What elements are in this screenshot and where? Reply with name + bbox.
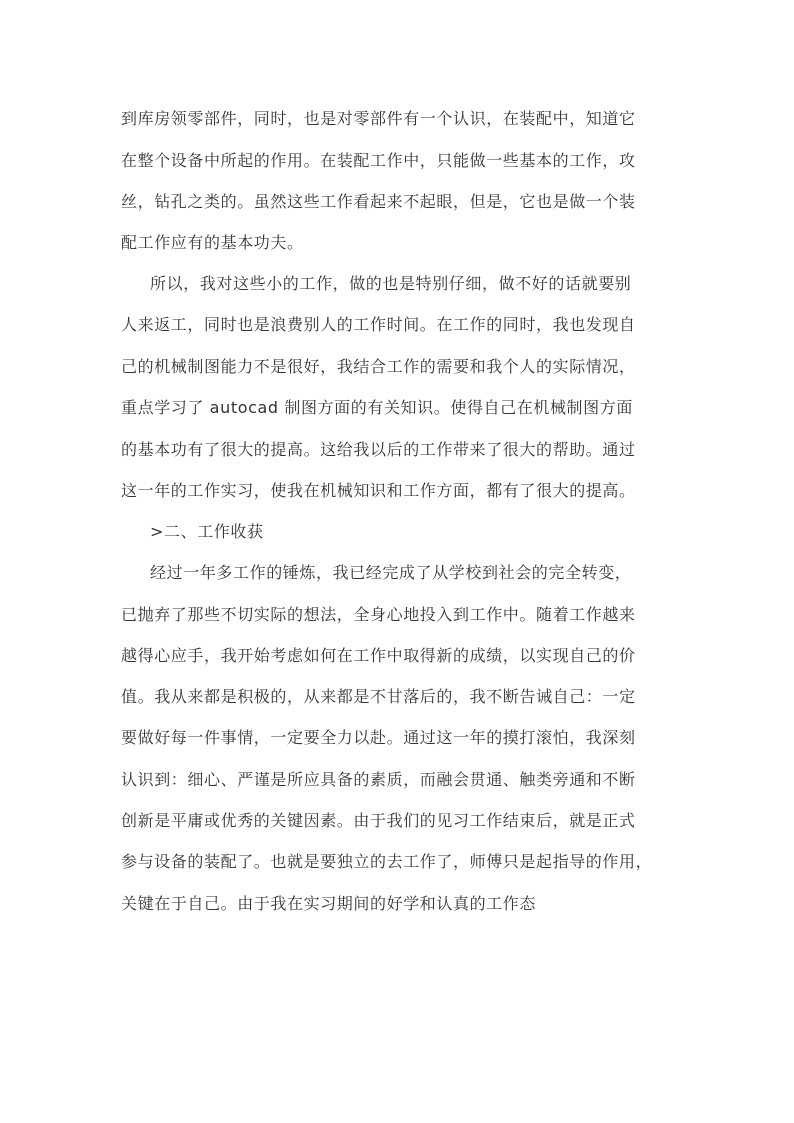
paragraph-line: 关键在于自己。由于我在实习期间的好学和认真的工作态 xyxy=(121,894,537,913)
paragraph-line: 参与设备的装配了。也就是要独立的去工作了，师傅只是起指导的作用， xyxy=(121,852,653,871)
paragraph-line: 到库房领零部件，同时，也是对零部件有一个认识，在装配中，知道它 xyxy=(121,109,636,128)
paragraph-line: 越得心应手，我开始考虑如何在工作中取得新的成绩，以实现自己的价 xyxy=(121,646,636,665)
paragraph-line: 已抛弃了那些不切实际的想法，全身心地投入到工作中。随着工作越来 xyxy=(121,605,636,624)
paragraph-line: 所以，我对这些小的工作，做的也是特别仔细，做不好的话就要别 xyxy=(150,274,632,293)
paragraph-line: 人来返工，同时也是浪费别人的工作时间。在工作的同时，我也发现自 xyxy=(121,315,636,334)
paragraph-line: 己的机械制图能力不是很好，我结合工作的需要和我个人的实际情况， xyxy=(121,357,636,376)
paragraph-line: 认识到：细心、严谨是所应具备的素质，而融会贯通、触类旁通和不断 xyxy=(121,770,636,789)
paragraph-line: 重点学习了 autocad 制图方面的有关知识。使得自己在机械制图方面 xyxy=(121,398,633,417)
paragraph-line: 在整个设备中所起的作用。在装配工作中，只能做一些基本的工作，攻 xyxy=(121,151,636,170)
paragraph-line: 这一年的工作实习，使我在机械知识和工作方面，都有了很大的提高。 xyxy=(121,481,636,500)
paragraph-line: 配工作应有的基本功夫。 xyxy=(121,233,304,252)
paragraph-line: 值。我从来都是积极的，从来都是不甘落后的，我不断告诫自己：一定 xyxy=(121,687,636,706)
paragraph-line: 的基本功有了很大的提高。这给我以后的工作带来了很大的帮助。通过 xyxy=(121,440,636,459)
paragraph-line: 要做好每一件事情，一定要全力以赴。通过这一年的摸打滚怕，我深刻 xyxy=(121,728,636,747)
paragraph-line: 创新是平庸或优秀的关键因素。由于我们的见习工作结束后，就是正式 xyxy=(121,811,636,830)
paragraph-line: 经过一年多工作的锤炼，我已经完成了从学校到社会的完全转变， xyxy=(150,563,632,582)
paragraph-line: 丝，钻孔之类的。虽然这些工作看起来不起眼，但是，它也是做一个装 xyxy=(121,192,636,211)
section-heading: >二、工作收获 xyxy=(150,522,264,541)
